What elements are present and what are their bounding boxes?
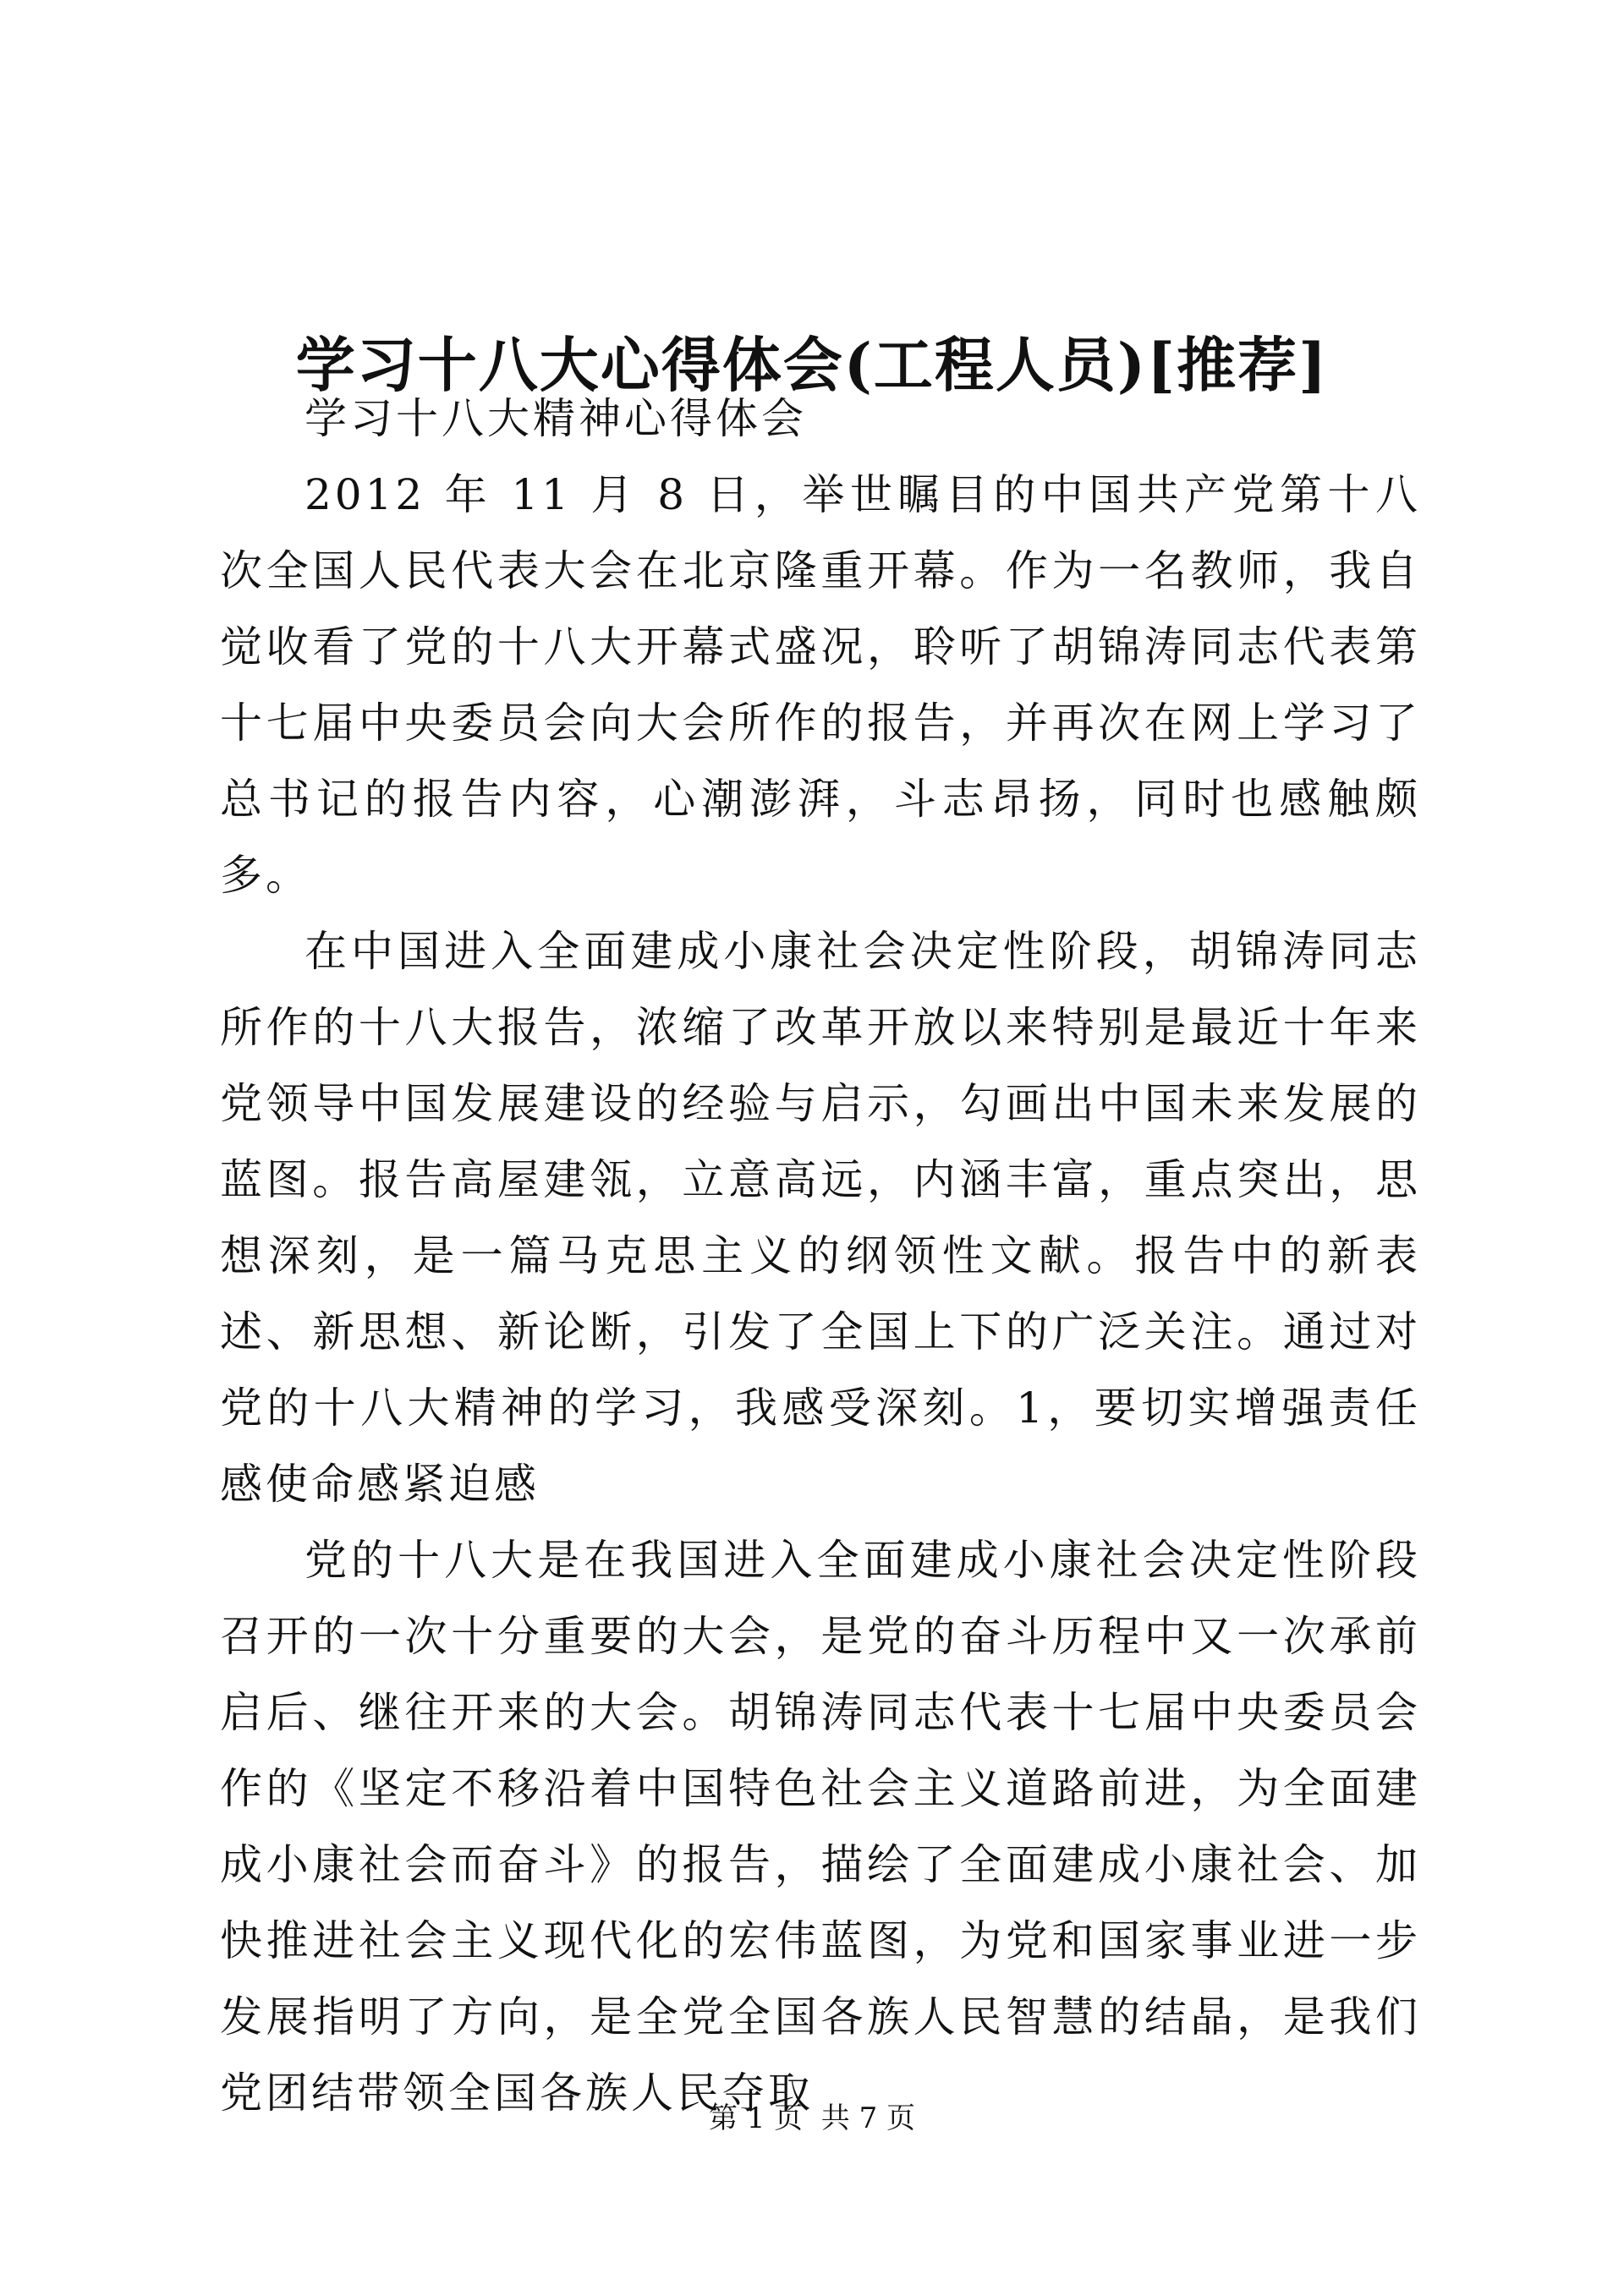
paragraph-3: 党的十八大是在我国进入全面建成小康社会决定性阶段召开的一次十分重要的大会，是党的奋斗历程中又一次承前启后、继往开来的大会。胡锦涛同志代表十七届中央委员会作的《坚定不移沿着中国特色社会主义道路前进，为全面建成小康社会而奋斗》的报告，描绘了全面建成小康社会、加快推进社会主义现代化的宏伟蓝图，为党和国家事业进一步发展指明了方向，是全党全国各族人民智慧的结晶，是我们党团结带领全国各族人民夺取	[220, 1536, 1421, 2118]
paragraph-2: 在中国进入全面建成小康社会决定性阶段，胡锦涛同志所作的十八大报告，浓缩了改革开放以来特别是最近十年来党领导中国发展建设的经验与启示，勾画出中国未来发展的蓝图。报告高屋建瓴，立意高远，内涵丰富，重点突出，思想深刻，是一篇马克思主义的纲领性文献。报告中的新表述、新思想、新论断，引发了全国上下的广泛关注。通过对党的十八大精神的学习，我感受深刻。1，要切实增强责任感使命感紧迫感	[220, 927, 1421, 1509]
document-body	[220, 381, 1421, 2131]
page-footer: 第 1 页 共 7 页	[708, 2101, 916, 2135]
paragraph-1: 2012 年 11 月 8 日，举世瞩目的中国共产党第十八次全国人民代表大会在北京隆重开幕。作为一名教师，我自觉收看了党的十八大开幕式盛况，聆听了胡锦涛同志代表第十七届中央委员会向大会所作的报告，并再次在网上学习了总书记的报告内容，心潮澎湃，斗志昂扬，同时也感触颇多。	[220, 470, 1421, 900]
document-subtitle: 学习十八大精神心得体会	[304, 394, 807, 443]
document-title: 学习十八大心得体会(工程人员)[推荐]	[295, 329, 1329, 400]
